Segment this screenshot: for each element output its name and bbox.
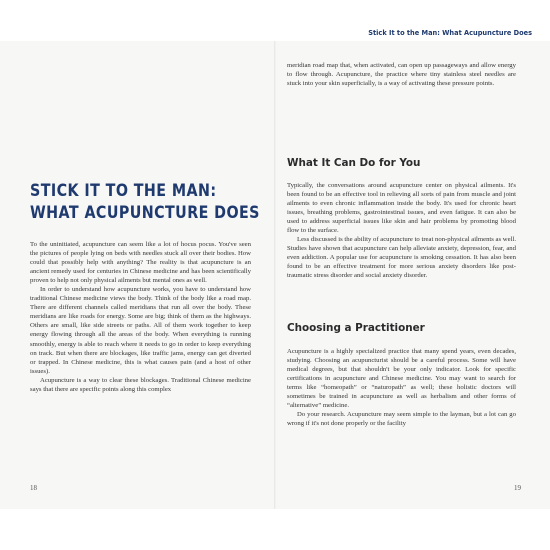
page-number-left: 18: [30, 484, 37, 492]
chapter-title: [30, 180, 260, 224]
paragraph: Acupuncture is a highly specialized practice that many spend years, even decades, studying. Choosing an acupuncturist should be a careful process. Some will have medical degrees, but that shouldn't be your only indicator. Look for specific certifications in acupuncture and Chinese medicine. You may want to search for terms like “homeopath” or “naturopath” as well; these holistic doctors will sometimes be trained in acupuncture as well as herbalism and other forms of “alternative” medicine.: [287, 348, 516, 410]
opening-text: [287, 61, 516, 88]
left-body-text: [30, 240, 251, 394]
section-heading-what-it-can-do: What It Can Do for You: [287, 157, 421, 169]
paragraph: Do your research. Acupuncture may seem simple to the layman, but a lot can go wrong if it's not done properly or the facility: [287, 411, 516, 428]
paragraph: Less discussed is the ability of acupuncture to treat non-physical ailments as well. Studies have shown that acupuncture can help alleviate anxiety, depression, fear, and even addiction. A popular use for acupuncture is smoking cessation. It has also been found to be an effective treatment for more serious anxiety disorders like post-traumatic stress disorder and social anxiety disorder.: [287, 236, 516, 280]
paragraph: In order to understand how acupuncture works, you have to understand how traditional Chinese medicine views the body. Think of the body like a road map. There are different channels called meridians that run all over the body. These meridians are like roads for energy. Some are big; think of them as the highways. Others are small, like side streets or paths. All of them work together to keep energy flowing through all the areas of the body. When everything is running smoothly, energy is able to reach where it needs to go in order to keep everything on track. But when there are blockages, like traffic jams, energy can get diverted or trapped. In Chinese medicine, this is what causes pain (and a host of other issues).: [30, 286, 251, 375]
running-head: Stick It to the Man: What Acupuncture Does: [368, 29, 532, 37]
paragraph: Typically, the conversations around acupuncture center on physical ailments. It's been found to be an effective tool in relieving all sorts of pain from muscle and joint ailments to even chronic inflammation inside the body. It's used for chronic heart issues, breathing problems, gastrointestinal issues, and even fatigue. It can also be used to address superficial issues like skin and hair problems by promoting blood flow to the surface.: [287, 182, 516, 235]
right-page: [276, 41, 550, 509]
chapter-title-line-2: WHAT ACUPUNCTURE DOES: [30, 203, 260, 223]
chapter-title-line-1: STICK IT TO THE MAN:: [30, 181, 217, 201]
left-page: [0, 41, 274, 509]
paragraph: meridian road map that, when activated, can open up passageways and allow energy to flow through. Acupuncture, the practice where tiny stainless steel needles are stuck into your skin superficially, is a way of activating these pressure points.: [287, 62, 516, 88]
section-1-text: [287, 181, 516, 281]
section-heading-choosing-practitioner: Choosing a Practitioner: [287, 322, 425, 334]
paragraph: Acupuncture is a way to clear these blockages. Traditional Chinese medicine says that there are specific points along this complex: [30, 376, 251, 393]
section-2-text: [287, 347, 516, 428]
paragraph: To the uninitiated, acupuncture can seem like a lot of hocus pocus. You've seen the pictures of people lying on beds with needles stuck all over their bodies. How could that possibly help with anything? The reality is that acupuncture is an ancient remedy used for centuries in Chinese medicine and has been scientifically proven to help not only physical ailments but mental ones as well.: [30, 241, 251, 285]
page-number-right: 19: [514, 484, 521, 492]
